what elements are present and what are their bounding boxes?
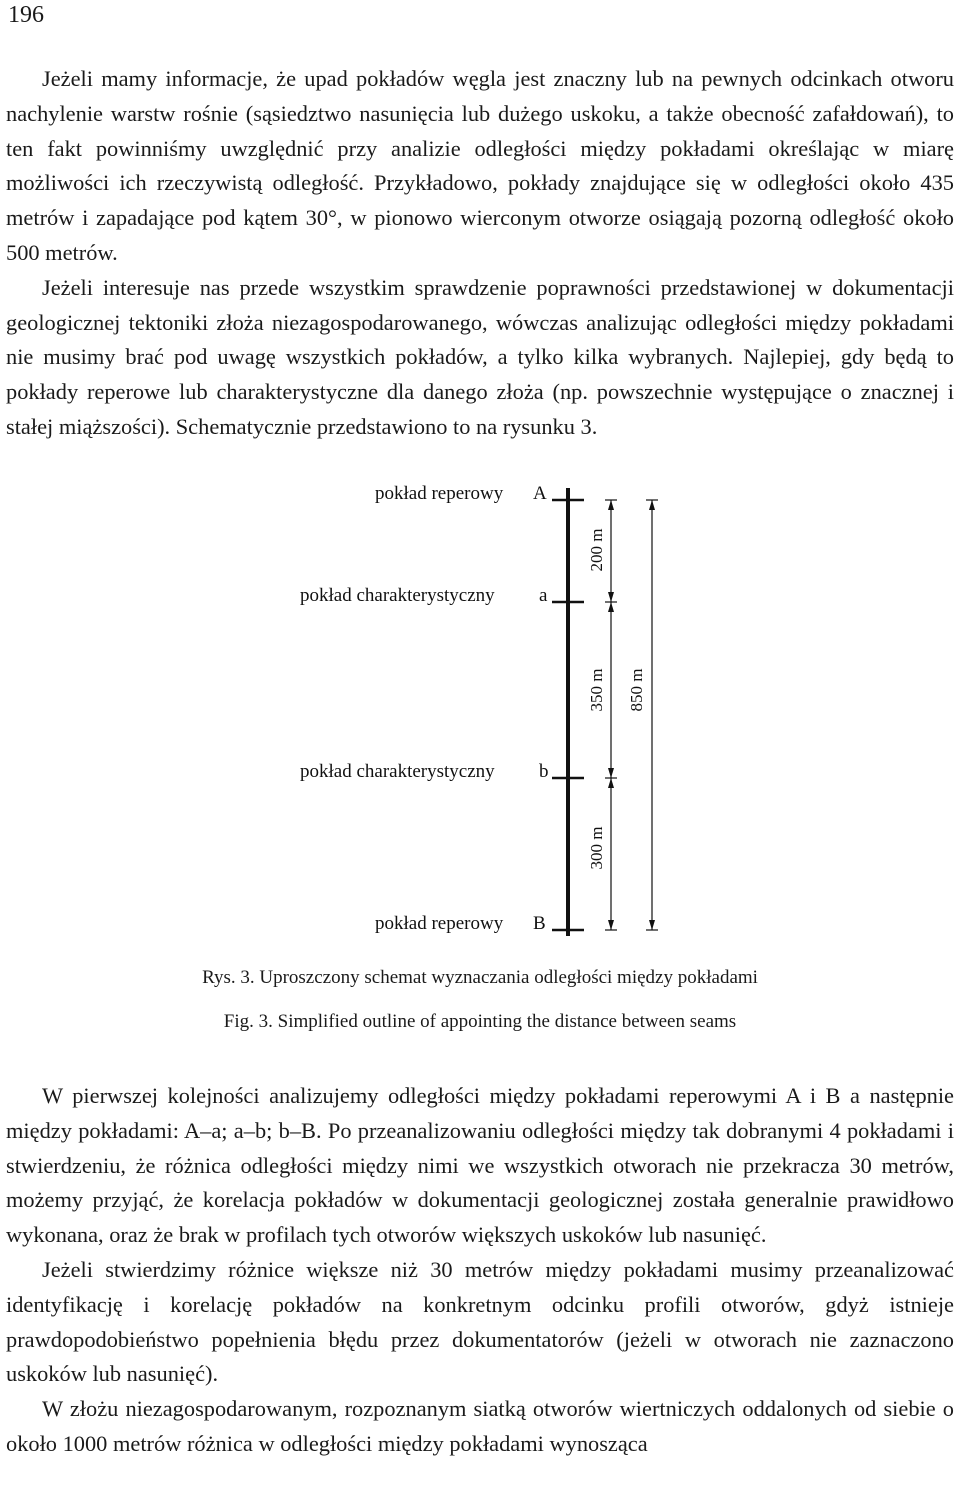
- figure-caption-polish: Rys. 3. Uproszczony schemat wyznaczania odległości między pokładami: [202, 967, 758, 988]
- seam-label-a: pokład charakterystyczny: [300, 585, 495, 606]
- page-number: 196: [8, 2, 44, 28]
- paragraph: Jeżeli interesuje nas przede wszystkim sprawdzenie poprawności przedstawionej w dokumentacji geologicznej tektoniki złoża niezagospodarowanego, wówczas analizując odległości między pokładami nie musimy brać pod uwagę wszystkich pokładów, a tylko kilka wybranych. Najlepiej, gdy będą to pokłady reperowe lub charakterystyczne dla danego złoża (np. powszechnie występujące o znacznej i stałej miąższości). Schematycznie przedstawiono to na rysunku 3.: [6, 274, 954, 439]
- diagram-svg: [0, 478, 960, 948]
- seam-label-A: pokład reperowy: [375, 483, 504, 504]
- figure-caption-english: Fig. 3. Simplified outline of appointing the distance between seams: [223, 1011, 737, 1032]
- seam-letter-b: b: [539, 761, 549, 782]
- seam-label-b: pokład charakterystyczny: [300, 761, 495, 782]
- body-text-upper: [6, 62, 954, 445]
- seam-label-B: pokład reperowy: [375, 913, 504, 934]
- seam-letter-B: B: [533, 913, 546, 934]
- distance-label-850: 850 m: [627, 668, 646, 712]
- distance-label-300: 300 m: [587, 826, 606, 870]
- paragraph: W pierwszej kolejności analizujemy odległości między pokładami reperowymi A i B a następnie między pokładami: A–a; a–b; b–B. Po przeanalizowaniu odległości między tak dobranymi 4 pokładami i stwierdzeniu, że różnica odległości między nimi we wszystkich otworach nie przekracza 30 metrów, możemy przyjąć, że korelacja pokładów w dokumentacji geologicznej została generalnie prawidłowo wykonana, oraz że brak w profilach tych otworów większych uskoków lub nasunięć.: [6, 1083, 954, 1248]
- seam-letter-A: A: [533, 483, 547, 504]
- figure-seam-distance-diagram: [0, 478, 960, 948]
- paragraph: W złożu niezagospodarowanym, rozpoznanym siatką otworów wiertniczych oddalonych od siebie o około 1000 metrów różnica w odległości między pokładami wynosząca: [6, 1396, 954, 1456]
- paragraph: Jeżeli stwierdzimy różnice większe niż 30 metrów między pokładami musimy przeanalizować identyfikację i korelację pokładów na konkretnym odcinku profili otworów, gdyż istnieje prawdopodobieństwo popełnienia błędu przez dokumentatorów (jeżeli w otworach nie zaznaczono uskoków lub nasunięć).: [6, 1256, 954, 1387]
- distance-label-200: 200 m: [587, 528, 606, 572]
- body-text-lower: [6, 1079, 954, 1462]
- seam-letter-a: a: [539, 585, 548, 606]
- paragraph: Jeżeli mamy informacje, że upad pokładów węgla jest znaczny lub na pewnych odcinkach otworu nachylenie warstw rośnie (sąsiedztwo nasunięcia lub dużego uskoku, a także obecność zafałdowań), to ten fakt powinniśmy uwzględnić przy analizie odległości między pokładami określając w miarę możliwości ich rzeczywistą odległość. Przykładowo, pokłady znajdujące się w odległości około 435 metrów i zapadające pod kątem 30°, w pionowo wierconym otworze osiągają pozorną odległość około 500 metrów.: [6, 66, 954, 265]
- distance-label-350: 350 m: [587, 668, 606, 712]
